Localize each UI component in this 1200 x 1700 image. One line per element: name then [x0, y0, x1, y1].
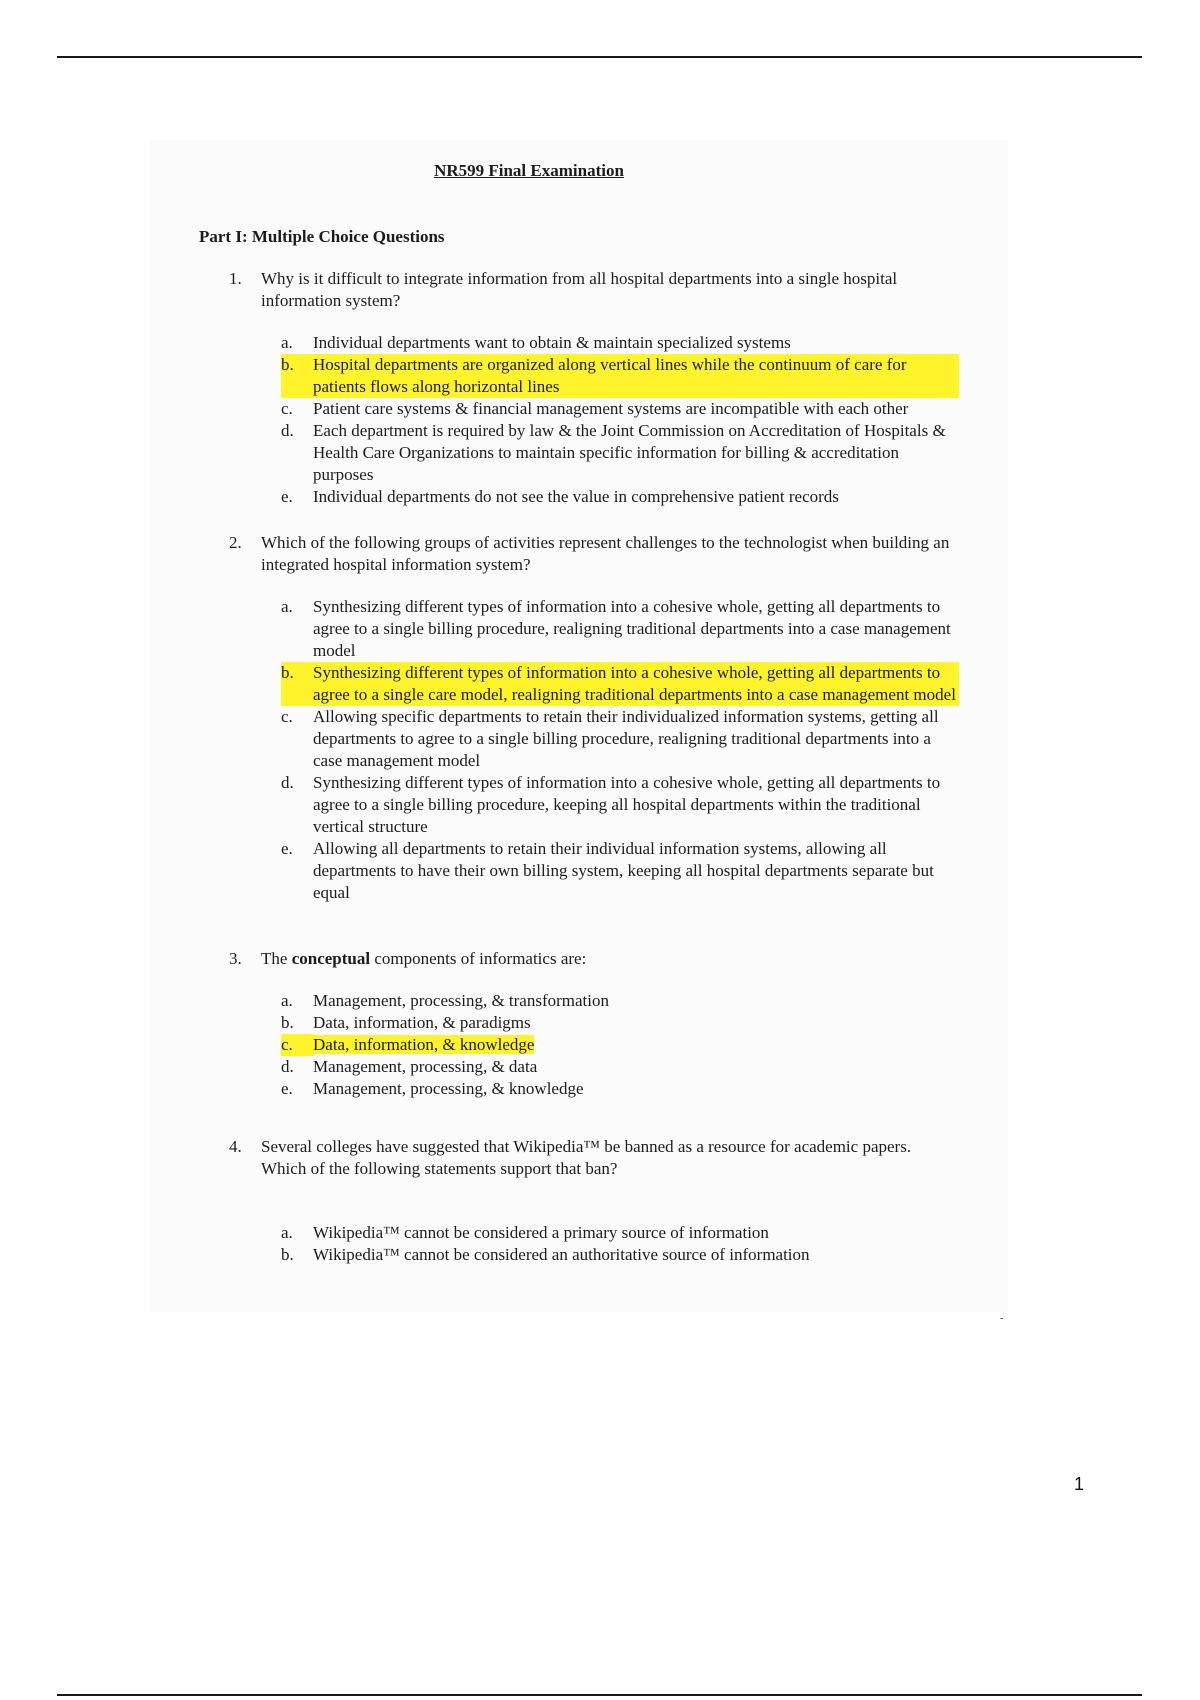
option-text	[313, 1034, 959, 1056]
question-emphasis: conceptual	[291, 949, 371, 968]
answer-option-c-highlighted	[281, 1034, 959, 1056]
option-text: Each department is required by law & the Joint Commission on Accreditation of Hospitals & Health Care Organizations to maintain specific information for billing & accreditation purposes	[313, 421, 946, 484]
question-number: 3.	[229, 949, 242, 968]
answer-option-b	[281, 1244, 959, 1266]
option-text: Management, processing, & transformation	[313, 991, 610, 1010]
answer-options	[281, 596, 959, 904]
question-text-end: components of informatics are:	[370, 949, 587, 968]
option-text: Hospital departments are organized along vertical lines while the continuum of care for patients flows along horizontal lines	[313, 355, 907, 396]
question-text-start: The	[261, 949, 292, 968]
answer-option-a	[281, 596, 959, 662]
option-text: Patient care systems & financial management systems are incompatible with each other	[313, 399, 909, 418]
answer-option-a	[281, 1222, 959, 1244]
answer-option-b	[281, 1012, 959, 1034]
option-letter: b.	[281, 663, 294, 682]
option-letter: e.	[281, 839, 293, 858]
option-letter: d.	[281, 421, 294, 440]
document-title: NR599 Final Examination	[434, 161, 624, 180]
option-letter: d.	[281, 773, 294, 792]
option-letter: e.	[281, 1079, 293, 1098]
scan-mark: -	[1000, 1313, 1004, 1324]
question-text: Which of the following groups of activities represent challenges to the technologist when building an integrated hospital information system?	[261, 533, 950, 574]
footer-rule	[57, 1694, 1142, 1696]
option-letter: a.	[281, 597, 293, 616]
answer-option-a	[281, 332, 959, 354]
option-letter: a.	[281, 1223, 293, 1242]
question-2	[229, 532, 959, 904]
option-text: Synthesizing different types of information into a cohesive whole, getting all departments to agree to a single billing procedure, keeping all hospital departments within the traditional vertical structure	[313, 773, 941, 836]
option-letter: a.	[281, 991, 293, 1010]
option-letter: d.	[281, 1057, 294, 1076]
answer-option-d	[281, 1056, 959, 1078]
option-text: Allowing all departments to retain their individual information systems, allowing all departments to have their own billing system, keeping all hospital departments separate but equal	[313, 839, 934, 902]
question-number: 2.	[229, 533, 242, 552]
option-text: Allowing specific departments to retain their individualized information systems, getting all departments to agree to a single billing procedure, realigning traditional departments into a case management model	[313, 707, 939, 770]
answer-options	[281, 1222, 959, 1266]
answer-option-e	[281, 838, 959, 904]
question-text: Why is it difficult to integrate information from all hospital departments into a single hospital information system?	[261, 269, 898, 310]
question-3	[229, 948, 959, 1100]
answer-options	[281, 332, 959, 508]
answer-option-c	[281, 706, 959, 772]
option-text: Wikipedia™ cannot be considered an authoritative source of information	[313, 1245, 810, 1264]
answer-option-c	[281, 398, 959, 420]
part-heading: Part I: Multiple Choice Questions	[199, 227, 445, 246]
answer-option-d	[281, 420, 959, 486]
option-letter: c.	[281, 1034, 313, 1056]
option-letter: a.	[281, 333, 293, 352]
scanned-exam-page	[150, 140, 1008, 1324]
header-rule	[57, 56, 1142, 58]
option-text: Synthesizing different types of information into a cohesive whole, getting all departments to agree to a single billing procedure, realigning traditional departments into a case management model	[313, 597, 951, 660]
answer-option-e	[281, 1078, 959, 1100]
option-letter: b.	[281, 355, 294, 374]
option-highlight: Data, information, & knowledge	[313, 1035, 535, 1054]
question-number: 4.	[229, 1137, 242, 1156]
question-text	[261, 948, 959, 970]
option-text: Synthesizing different types of information into a cohesive whole, getting all departments to agree to a single care model, realigning traditional departments into a case management model	[313, 663, 956, 704]
option-letter: b.	[281, 1245, 294, 1264]
question-text: Several colleges have suggested that Wikipedia™ be banned as a resource for academic papers. Which of the following statements support that ban?	[261, 1137, 912, 1178]
option-text: Individual departments do not see the value in comprehensive patient records	[313, 487, 839, 506]
option-text: Data, information, & paradigms	[313, 1013, 531, 1032]
option-letter: c.	[281, 707, 293, 726]
page-number: 1	[1074, 1474, 1085, 1494]
answer-options	[281, 990, 959, 1100]
question-4	[229, 1136, 959, 1266]
option-text: Management, processing, & data	[313, 1057, 538, 1076]
question-number: 1.	[229, 269, 242, 288]
answer-option-b-highlighted	[281, 662, 959, 706]
answer-option-d	[281, 772, 959, 838]
option-text: Management, processing, & knowledge	[313, 1079, 584, 1098]
answer-option-a	[281, 990, 959, 1012]
question-1	[229, 268, 959, 508]
option-text: Individual departments want to obtain & maintain specialized systems	[313, 333, 791, 352]
option-letter: b.	[281, 1013, 294, 1032]
option-letter: e.	[281, 487, 293, 506]
option-text: Wikipedia™ cannot be considered a primary source of information	[313, 1223, 769, 1242]
option-letter: c.	[281, 399, 293, 418]
answer-option-b-highlighted	[281, 354, 959, 398]
answer-option-e	[281, 486, 959, 508]
